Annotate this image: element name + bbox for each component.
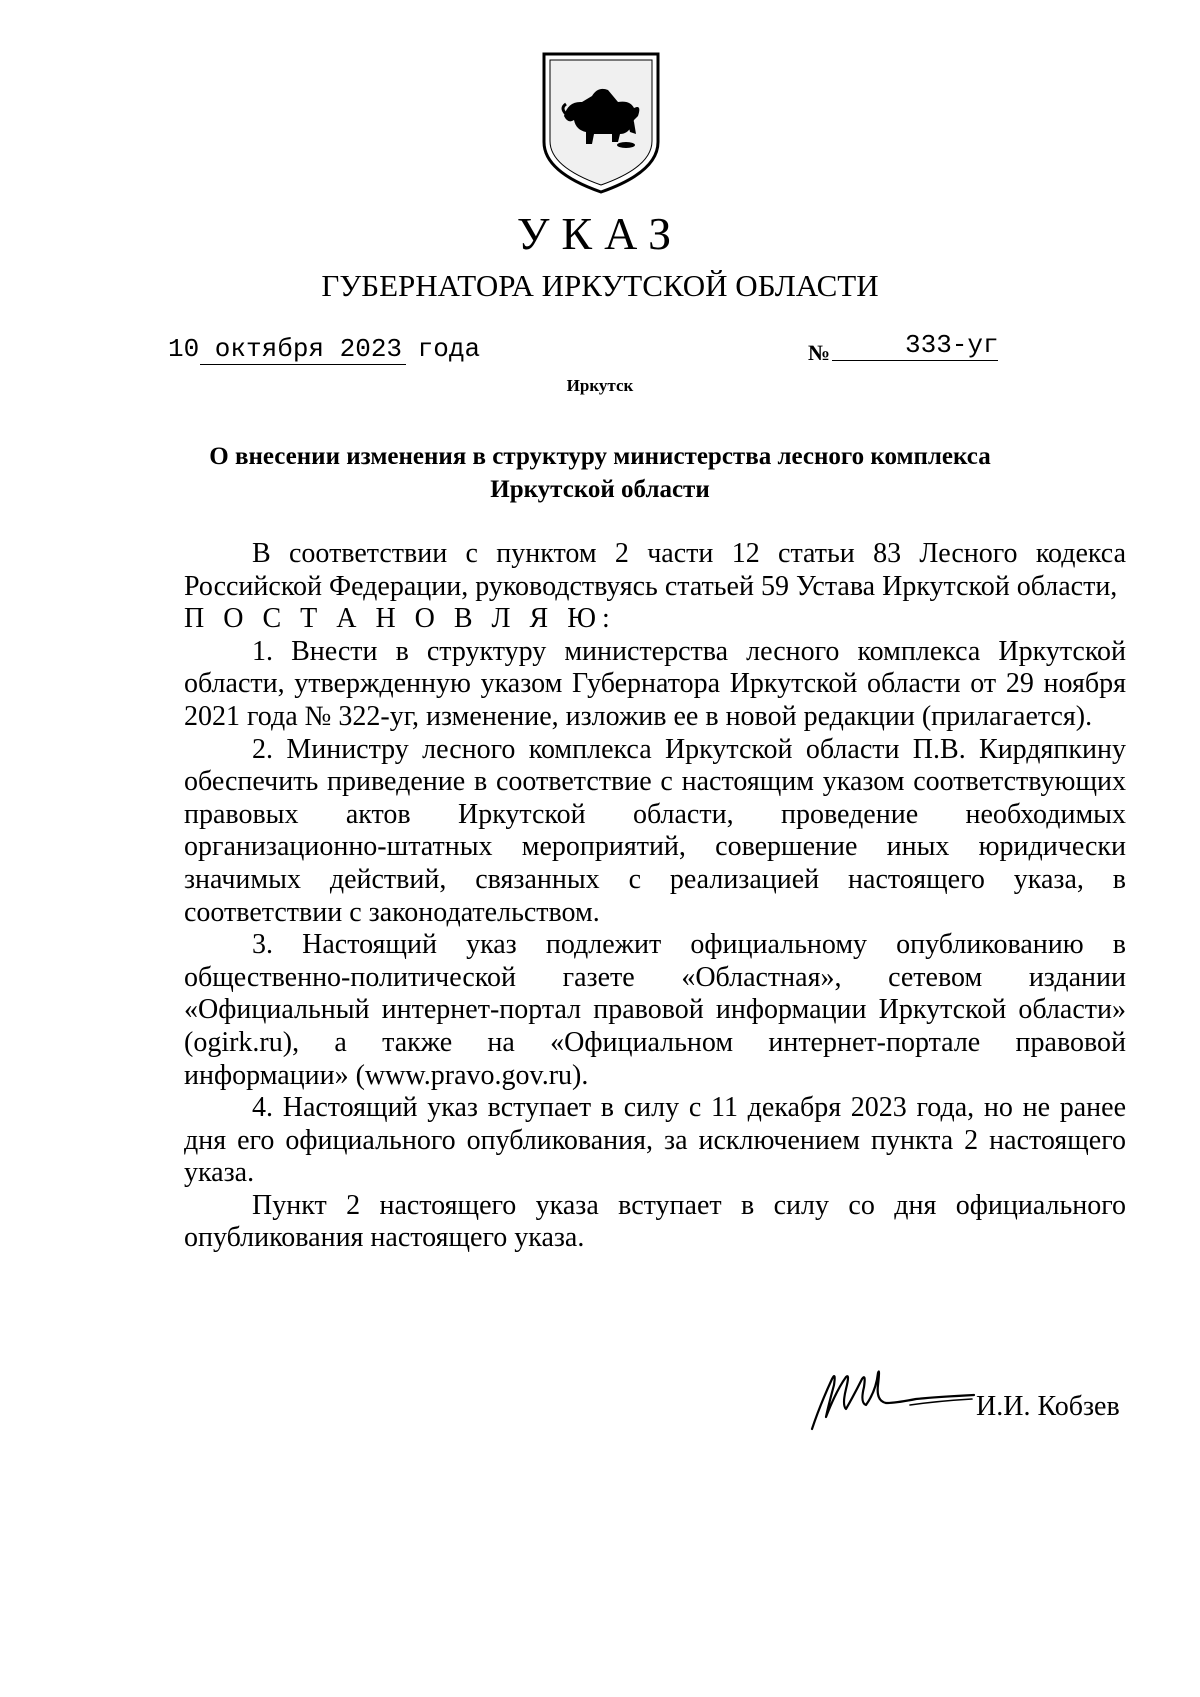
document-subtitle: ГУБЕРНАТОРА ИРКУТСКОЙ ОБЛАСТИ (321, 268, 879, 303)
decree-number: 333-уг (905, 330, 999, 360)
decree-word: П О С Т А Н О В Л Я Ю: (184, 603, 616, 635)
item-4-paragraph: 4. Настоящий указ вступает в силу с 11 декабря 2023 года, но не ранее дня его официального опубликования, за исключением пункта 2 настоящего указа. (184, 1092, 1126, 1189)
item-3-paragraph: 3. Настоящий указ подлежит официальному опубликованию в общественно-политической газете «Областная», сетевом издании «Официальный интернет-портал правовой информации Иркутской области» (ogirk.ru), а также на «Официальном интернет-портале правовой информации» (www.pravo.gov.ru). (184, 929, 1126, 1091)
number-underline (832, 360, 998, 361)
decree-heading (180, 440, 1020, 506)
item-2-paragraph: 2. Министру лесного комплекса Иркутской области П.В. Кирдяпкину обеспечить приведение в соответствие с настоящим указом соответствующих правовых актов Иркутской области, проведение необходимых организационно-штатных мероприятий, совершение иных юридически значимых действий, связанных с реализацией настоящего указа, в соответствии с законодательством. (184, 733, 1126, 928)
date-underline (200, 364, 406, 365)
preamble-paragraph: В соответствии с пунктом 2 части 12 статьи 83 Лесного кодекса Российской Федерации, руководствуясь статьей 59 Устава Иркутской области, (184, 538, 1126, 602)
irkutsk-coat-of-arms-icon (538, 46, 664, 196)
city-label: Иркутск (566, 376, 634, 395)
signer-name: И.И. Кобзев (976, 1391, 1120, 1422)
decree-heading-line-2: Иркутской области (490, 476, 710, 503)
decree-heading-line-1: О внесении изменения в структуру министерства лесного комплекса (209, 443, 991, 470)
decree-date: 10 октября 2023 года (168, 334, 481, 364)
item-5-paragraph: Пункт 2 настоящего указа вступает в силу со дня официального опубликования настоящего указа. (184, 1189, 1126, 1254)
document-title: УКАЗ (516, 208, 684, 259)
item-1-paragraph: 1. Внести в структуру министерства лесного комплекса Иркутской области, утвержденную указом Губернатора Иркутской области от 29 ноября 2021 года № 322-уг, изменение, изложив ее в новой редакции (прилагается). (184, 635, 1126, 732)
decree-body (184, 538, 1126, 1255)
number-sign: № (808, 340, 831, 365)
handwritten-signature-icon (806, 1355, 976, 1435)
